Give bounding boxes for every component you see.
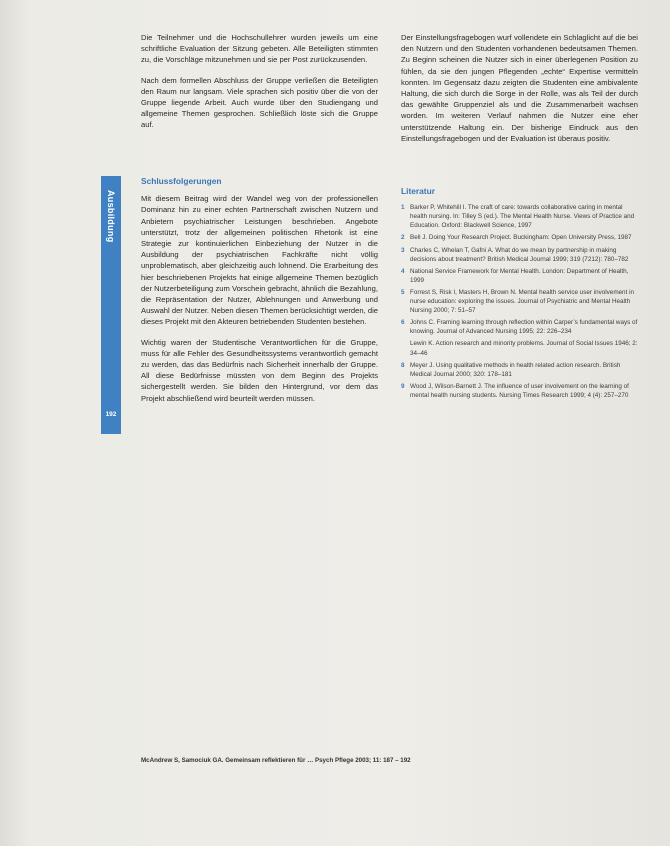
reference-item (401, 233, 638, 242)
reference-item (401, 203, 638, 230)
section-side-tab (101, 176, 121, 434)
reference-number: 3 (401, 246, 405, 254)
side-tab-label: Ausbildung (106, 190, 116, 243)
reference-text: Meyer J. Using qualitative methods in health related action research. British Medical Journal 2000; 320: 178–181 (410, 361, 621, 378)
reference-item (401, 361, 638, 379)
reference-list (401, 203, 638, 400)
reference-text: Forrest S, Risk I, Masters H, Brown N. Mental health service user involvement in nurse education: exploring the issues. Journal of Psychiatric and Mental Health Nursing 2000; 7: 51–57 (410, 288, 634, 315)
reference-number: 8 (401, 361, 405, 369)
paragraph: Wichtig waren der Studentische Verantwortlichen für die Gruppe, muss für alle Fehler des Gesundheitssystems verantwortlich gemacht zu werden, das das Bedürfnis nach Sicherheit innerhalb der Gruppe. All diese Bedürfnisse müssten von dem Beginn des Projekts sichergestellt werden. Sie bilden den Hintergrund, vor dem das Projekt abschließend wird beurteilt werden müssen. (141, 337, 378, 403)
reference-item (401, 339, 638, 357)
reference-item (401, 288, 638, 315)
reference-item (401, 267, 638, 285)
reference-text: Wood J, Wilson-Barnett J. The influence of user involvement on the learning of mental health nursing students. Nursing Times Research 1999; 4 (4): 257–270 (410, 382, 629, 399)
footer-citation: McAndrew S, Samociuk GA. Gemeinsam reflektieren für … Psych Pflege 2003; 11: 187 – 192 (141, 757, 411, 764)
paragraph: Die Teilnehmer und die Hochschullehrer wurden jeweils um eine schriftliche Evaluation der Sitzung gebeten. Alle Beteiligten stimmten zu, die Vorschläge mitzunehmen und sie per Post zurückzusenden. (141, 33, 378, 65)
reference-item (401, 246, 638, 264)
reference-number: 1 (401, 204, 405, 212)
reference-text: Lewin K. Action research and minority problems. Journal of Social Issues 1946; 2: 34–46 (410, 340, 638, 357)
reference-number: 6 (401, 319, 405, 327)
page-number: 192 (105, 411, 117, 418)
paragraph: Der Einstellungsfragebogen wurf vollendete ein Schlaglicht auf die bei den Nutzern und den Studenten vorhandenen bedeutsamen Themen. Zu Beginn scheinen die Nutzer sich in einer überlegenen Position zu fühlen, da sie den jungen Pflegenden „echte“ Expertise vermitteln konnten. Im Gegensatz dazu zeigten die Studenten eine ambivalente Haltung, die sich durch die Sorge in der Rolle, was als Teil der durch das gewählte Gruppenziel als und die Zusammenarbeit wachsen worden. Im weiteren Verlauf nahmen die Nutzer eine eher unterstützende Haltung ein. Der bisherige Eindruck aus den Einstellungsfragebogen und der Evaluation ist überaus positiv. (401, 33, 638, 143)
reference-item (401, 318, 638, 336)
left-column-top (141, 32, 378, 140)
reference-number: 5 (401, 288, 405, 296)
reference-text: Johns C. Framing learning through reflection within Carper’s fundamental ways of knowing. Journal of Advanced Nursing 1995; 22: 226–234 (410, 319, 638, 336)
references-heading: Literatur (401, 186, 435, 196)
paragraph: Mit diesem Beitrag wird der Wandel weg von der professionellen Dominanz hin zu einer echten Partnerschaft zwischen Nutzern und Anbietern psychiatrischer Leistungen beschrieben. Angebote unterstützt, trotz der allgemeinen politischen Rhetorik ist eine Strategie zur kontinuierlichen Einbeziehung der Nutzer in die Ausbildung der psychiatrischen Fachkräfte nicht völlig unproblematisch, aber gleichzeitig auch lohnend. Die Erarbeitung des hier beschriebenen Projekts hat einige allgemeine Themen bezüglich der Nutzerbeteiligung zum Vorschein gebracht, ähnlich die Bezahlung, die Repräsentation der Nutzer, Ablehnungen und Anwerbung und Auswahl der Nutzer. Neben diesen Themen berücksichtigt werden, die dieses Projekt mit den Akteuren betriebenden Studenten bestehen. (141, 194, 378, 327)
reference-number: 2 (401, 234, 405, 242)
paragraph: Nach dem formellen Abschluss der Gruppe verließen die Beteiligten den Raum nur langsam. Viele sprachen sich positiv über die von der Gruppe liegende Arbeit. Auch wurde über den Studiengang und allgemeine Themen gesprochen. Schließlich löste sich die Gruppe auf. (141, 75, 378, 130)
reference-text: National Service Framework for Mental Health. London: Department of Health, 1999 (410, 267, 629, 284)
left-column-conclusions (141, 176, 378, 413)
reference-text: Charles C, Whelan T, Gafni A. What do we mean by partnership in making decisions about treatment? British Medical Journal 1999; 319 (7212): 780–782 (410, 246, 629, 263)
section-heading: Schlussfolgerungen (141, 176, 222, 186)
reference-text: Barker P, Whitehill I. The craft of care: towards collaborative caring in mental health nursing. In: Tilley S (ed.). The Mental Health Nurse. Views of Practice and Education. Oxford: Blackwell Science, 1997 (410, 204, 635, 230)
references-section (401, 186, 638, 403)
reference-text: Bell J. Doing Your Research Project. Buckingham: Open University Press, 1987 (410, 234, 632, 242)
reference-number: 4 (401, 267, 405, 275)
reference-item (401, 382, 638, 400)
reference-number: 9 (401, 382, 405, 390)
right-column-top (401, 32, 638, 153)
